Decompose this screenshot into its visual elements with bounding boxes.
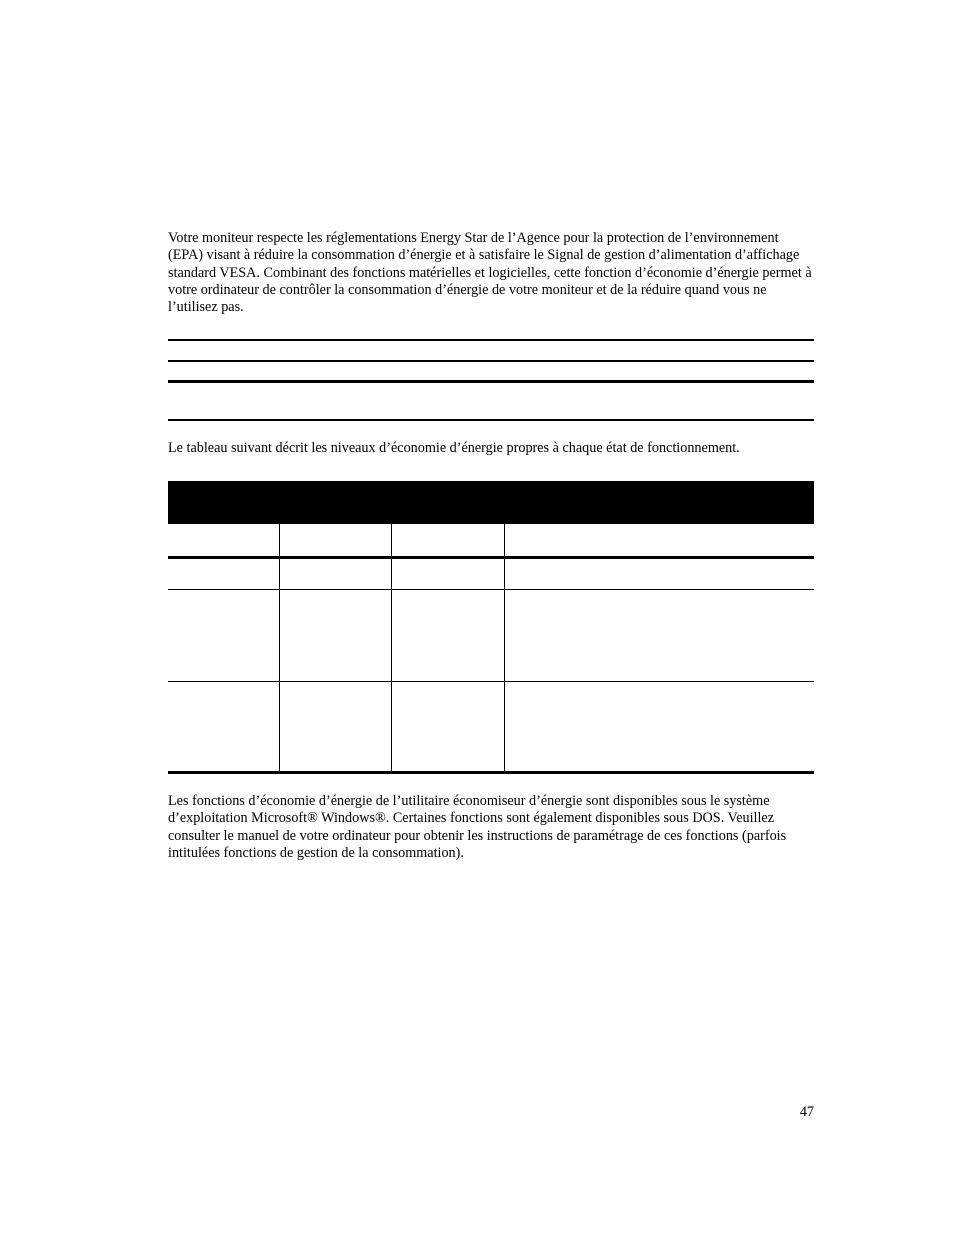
- table-intro-paragraph: Le tableau suivant décrit les niveaux d’économie d’énergie propres à chaque état de fonctionnement.: [168, 440, 740, 456]
- table-cell: [280, 524, 392, 556]
- horizontal-rule: [168, 339, 814, 341]
- power-saving-table: [168, 481, 814, 774]
- table-cell: [392, 559, 505, 589]
- table-header-bar: [168, 481, 814, 524]
- table-cell: [168, 590, 280, 681]
- table-cell: [392, 524, 505, 556]
- table-row: [168, 590, 814, 682]
- table-cell: [505, 590, 814, 681]
- horizontal-rule: [168, 360, 814, 362]
- table-subheader-row: [168, 524, 814, 559]
- intro-paragraph: Votre moniteur respecte les réglementations Energy Star de l’Agence pour la protection de l’environnement (EPA) visant à réduire la consommation d’énergie et à satisfaire le Signal de gestion d’alimentation d’affichage standard VESA. Combinant des fonctions matérielles et logicielles, cette fonction d’économie d’énergie permet à votre ordinateur de contrôler la consommation d’énergie de votre moniteur et de la réduire quand vous ne l’utilisez pas.: [168, 230, 812, 316]
- table-cell: [392, 590, 505, 681]
- outro-paragraph: Les fonctions d’économie d’énergie de l’utilitaire économiseur d’énergie sont disponibles sous le système d’exploitation Microsoft® Windows®. Certaines fonctions sont également disponibles sous DOS. Veuillez consulter le manuel de votre ordinateur pour obtenir les instructions de paramétrage de ces fonctions (parfois intitulées fonctions de gestion de la consommation).: [168, 793, 787, 861]
- table-cell: [392, 682, 505, 771]
- table-row: [168, 682, 814, 774]
- page-number: 47: [799, 1104, 814, 1120]
- table-cell: [505, 682, 814, 771]
- horizontal-rule: [168, 419, 814, 421]
- table-cell: [505, 559, 814, 589]
- table-cell: [168, 559, 280, 589]
- table-cell: [168, 524, 280, 556]
- table-cell: [168, 682, 280, 771]
- table-cell: [280, 682, 392, 771]
- table-cell: [280, 559, 392, 589]
- table-cell: [280, 590, 392, 681]
- table-row: [168, 559, 814, 590]
- horizontal-rule: [168, 380, 814, 383]
- table-cell: [505, 524, 814, 556]
